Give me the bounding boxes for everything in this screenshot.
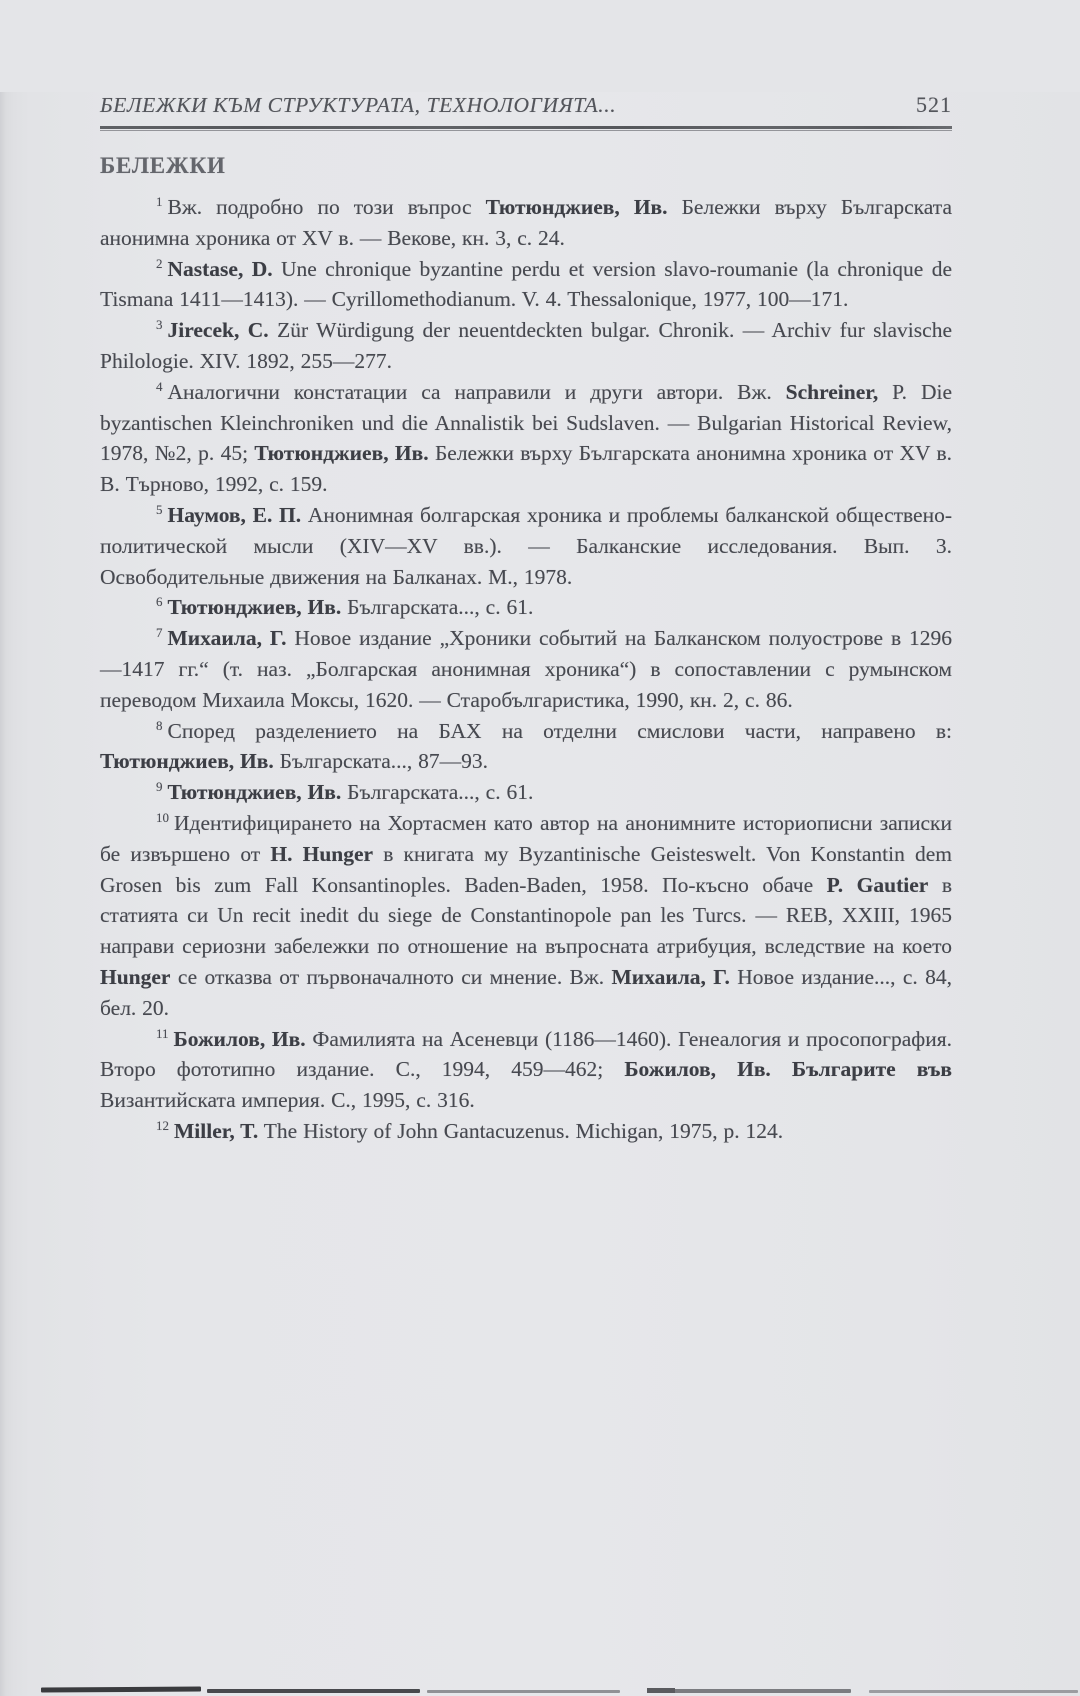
footnote-text-segment: Аналогични констатации са направили и други автори. Вж. — [167, 379, 786, 404]
footnote-number: 1 — [156, 194, 163, 209]
footnote-text-segment: Новое издание „Хроники событий на Балканском полуострове в 1296—1417 гг.“ (т. наз. „Болгарская анонимная хроника“) в сопоставлении с румынском переводом Михаила Моксы, 1620. — Старобългаристика, 1990, кн. 2, с. 86. — [100, 626, 952, 712]
footnote — [100, 716, 952, 778]
header-rule-thin-line — [100, 130, 952, 131]
header-rule — [100, 126, 952, 132]
scan-mark — [207, 1689, 420, 1693]
footnote-number: 11 — [156, 1025, 169, 1041]
footnote-text-segment: H. Hunger — [270, 841, 374, 866]
footnote — [100, 1024, 952, 1116]
footnote-text-segment: Miller, T. — [174, 1118, 259, 1143]
footnote-text-segment: Бележки върху Българската анонимна хроника от XV в. В. Търново, 1992, с. 159. — [100, 441, 952, 497]
footnotes-list — [100, 192, 952, 1147]
footnote — [100, 254, 952, 316]
footnote-text-segment: в книгата му Byzantinische Geisteswelt. Von Konstantin dem Grosen bis zum Fall Konsantinoples. Baden-Baden, 1958. По-късно обаче — [100, 841, 952, 897]
footnote-text-segment: P. Die byzantischen Kleinchroniken und die Annalistik bei Sudslaven. — Bulgarian Historical Review, 1978, №2, p. 45; — [100, 379, 952, 466]
running-header — [100, 92, 952, 118]
scan-mark — [869, 1690, 1078, 1693]
footnote-text-segment: Божилов, Ив. — [624, 1057, 771, 1082]
scan-mark — [41, 1686, 201, 1692]
footnote — [100, 192, 952, 254]
footnote-text-segment: се отказва от първоначалното си мнение. Вж. — [170, 964, 612, 989]
footnote-text-segment — [771, 1057, 792, 1081]
footnote-text-segment: Михаила, Г. — [167, 626, 287, 651]
footnote-text-segment: Une chronique byzantine perdu et version slavo-roumanie (la chronique de Tismana 1411—1413). — Cyrillomethodianum. V. 4. Thessalonique, 1977, 100—171. — [100, 256, 952, 312]
footnote-text-segment: Вж. подробно по този въпрос — [167, 195, 486, 219]
footnote-text-segment: Българите във — [791, 1057, 952, 1082]
footnote — [100, 315, 952, 377]
page-number: 521 — [916, 92, 952, 117]
footnote-number: 6 — [156, 594, 163, 610]
footnote-text-segment: Nastase, D. — [167, 256, 273, 281]
header-rule-thick-line — [100, 126, 952, 129]
footnote-number: 10 — [156, 809, 169, 825]
footnote-text-segment: Jirecek, C. — [167, 318, 269, 343]
footnote-number: 4 — [156, 378, 163, 394]
section-title: БЕЛЕЖКИ — [100, 153, 226, 178]
footnote-text-segment: Тютюнджиев, Ив. — [100, 749, 274, 774]
footnote-text-segment: Михаила, Г. — [611, 964, 730, 989]
footnote-text-segment: Бележки върху Българската анонимна хроника от XV в. — Векове, кн. 3, с. 24. — [100, 195, 952, 250]
footnote-text-segment: Фамилията на Асеневци (1186—1460). Генеалогия и просопография. Второ фототипно издание. С., 1994, 459—462; — [100, 1026, 952, 1082]
footnote-text-segment: Наумов, Е. П. — [167, 502, 302, 527]
footnote — [100, 500, 952, 592]
footnote-number: 3 — [156, 317, 163, 333]
footnote — [100, 592, 952, 623]
footnote-text-segment: P. Gautier — [826, 872, 929, 897]
footnote-text-segment: Zür Würdigung der neuentdeckten bulgar. Chronik. — Archiv fur slavische Philologie. XIV. 1892, 255—277. — [100, 318, 952, 373]
running-title: БЕЛЕЖКИ КЪМ СТРУКТУРАТА, ТЕХНОЛОГИЯТА... — [100, 93, 617, 117]
footnote-text-segment: Hunger — [100, 964, 171, 989]
footnote-text-segment: Анонимная болгарская хроника и проблемы балканской обществено-политической мысли (XIV—XV вв.). — Балканские исследования. Вып. 3. Освободительные движения на Балканах. М., 1978. — [100, 502, 952, 589]
footnote-number: 2 — [156, 255, 163, 271]
footnote-text-segment: Българската..., с. 61. — [341, 780, 534, 805]
footnote-number: 8 — [156, 717, 163, 733]
footnote — [100, 377, 952, 500]
footnote-text-segment: Тютюнджиев, Ив. — [167, 595, 342, 620]
footnote-number: 12 — [156, 1117, 169, 1133]
footnote — [100, 623, 952, 715]
footnote-text-segment: Според разделението на БАХ на отделни смислови части, направено в: — [167, 718, 952, 743]
footnote-text-segment: Идентифицирането на Хортасмен като автор на анонимните историописни записки бе извършено от — [100, 810, 952, 866]
footnote-text-segment: Schreiner, — [785, 379, 879, 404]
footnote-text-segment: Българската..., 87—93. — [273, 749, 489, 774]
footnote-number: 7 — [156, 625, 163, 641]
footnote-text-segment: Тютюнджиев, Ив. — [254, 441, 429, 466]
scanned-book-page — [0, 92, 1080, 1696]
footnote-number: 5 — [156, 501, 163, 517]
footnote-text-segment: Византийската империя. С., 1995, с. 316. — [100, 1088, 475, 1113]
footnote-text-segment: Новое издание..., с. 84, бел. 20. — [100, 964, 952, 1020]
page-content — [0, 92, 1080, 1147]
footnote-text-segment: Божилов, Ив. — [173, 1026, 306, 1051]
footnote-text-segment: The History of John Gantacuzenus. Michigan, 1975, p. 124. — [258, 1118, 784, 1143]
scan-mark — [427, 1690, 620, 1693]
footnote-text-segment: Българската..., с. 61. — [341, 595, 534, 620]
footnote-text-segment: Тютюнджиев, Ив. — [485, 195, 668, 219]
footnote — [100, 1116, 952, 1147]
scan-mark — [647, 1689, 851, 1693]
footnote-number: 9 — [156, 779, 163, 795]
footnote — [100, 777, 952, 808]
footnote-text-segment: Тютюнджиев, Ив. — [167, 780, 342, 805]
footnote-text-segment: в статията си Un recit inedit du siege de Constantinopole pan les Turcs. — REB, XXIII, 1965 направи сериозни забележки по отношение на въпросната атрибуция, вследствие на което — [100, 872, 953, 959]
footnote — [100, 808, 952, 1024]
